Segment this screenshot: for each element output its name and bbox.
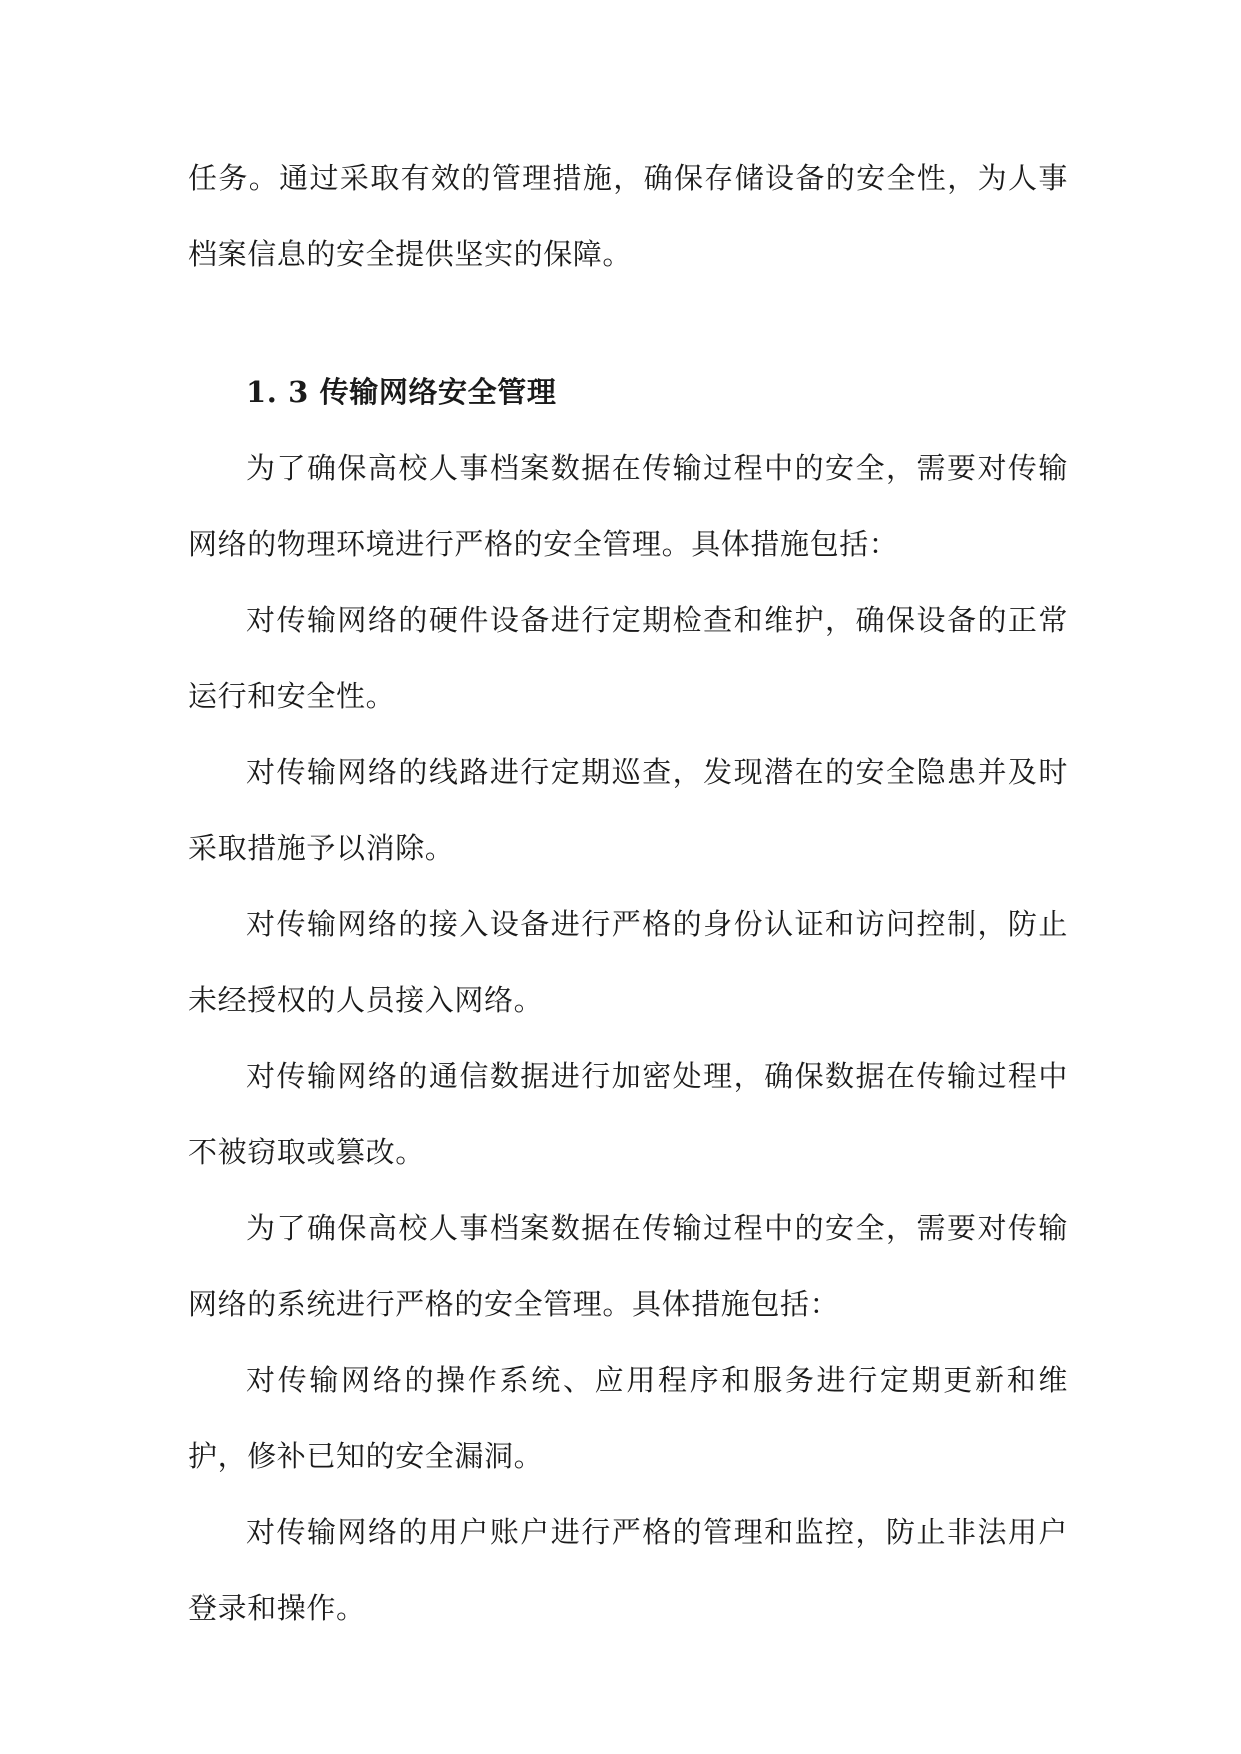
body-paragraph: 为了确保高校人事档案数据在传输过程中的安全，需要对传输网络的系统进行严格的安全管理。具体措施包括： — [188, 1211, 1068, 1321]
continuation-paragraph: 任务。通过采取有效的管理措施，确保存储设备的安全性，为人事档案信息的安全提供坚实的保障。 — [188, 161, 1068, 271]
document-body — [188, 140, 1068, 1646]
body-paragraph: 对传输网络的通信数据进行加密处理，确保数据在传输过程中不被窃取或篡改。 — [188, 1059, 1068, 1169]
body-paragraph: 对传输网络的操作系统、应用程序和服务进行定期更新和维护，修补已知的安全漏洞。 — [188, 1363, 1068, 1473]
body-paragraph: 为了确保高校人事档案数据在传输过程中的安全，需要对传输网络的物理环境进行严格的安全管理。具体措施包括： — [188, 451, 1068, 561]
body-paragraph: 对传输网络的接入设备进行严格的身份认证和访问控制，防止未经授权的人员接入网络。 — [188, 907, 1068, 1017]
body-paragraph: 对传输网络的线路进行定期巡查，发现潜在的安全隐患并及时采取措施予以消除。 — [188, 755, 1068, 865]
section-heading: 1. 3 传输网络安全管理 — [246, 375, 557, 409]
body-paragraph: 对传输网络的用户账户进行严格的管理和监控，防止非法用户登录和操作。 — [188, 1515, 1068, 1625]
body-paragraph: 对传输网络的硬件设备进行定期检查和维护，确保设备的正常运行和安全性。 — [188, 603, 1068, 713]
